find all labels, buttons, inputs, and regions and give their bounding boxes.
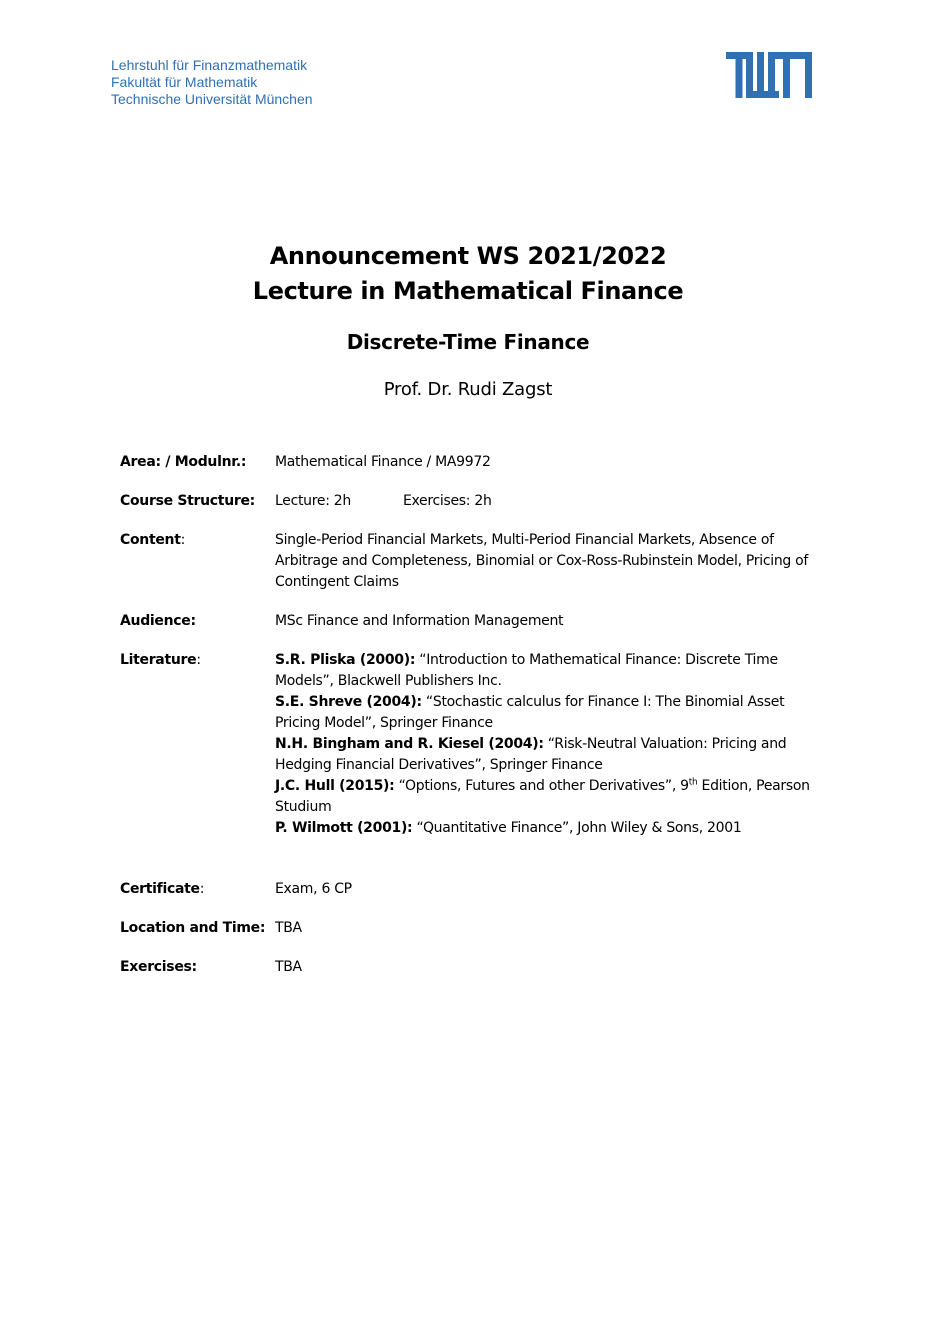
literature-entry xyxy=(275,776,820,818)
literature-text-continued: Edition, Pearson Studium xyxy=(275,778,810,815)
institution-university: Technische Universität München xyxy=(111,91,313,107)
literature-author: P. Wilmott (2001): xyxy=(275,820,413,836)
course-title: Discrete-Time Finance xyxy=(346,330,590,354)
literature-entry xyxy=(275,734,820,776)
institution-chair: Lehrstuhl für Finanzmathematik xyxy=(111,57,308,73)
exercises-label: Exercises: xyxy=(120,959,197,975)
literature-author: S.R. Pliska (2000): xyxy=(275,652,416,668)
content-label: Content xyxy=(120,532,181,548)
area-label: Area: / Modulnr.: xyxy=(120,454,247,470)
certificate-label: Certificate xyxy=(120,881,200,897)
edition-superscript: th xyxy=(688,777,698,788)
literature-list xyxy=(275,650,820,839)
literature-text: “Introduction to Mathematical Finance: Discrete Time Models”, Blackwell Publishers Inc. xyxy=(275,652,778,689)
certificate-label-colon: : xyxy=(199,881,205,897)
tum-logo-icon xyxy=(726,52,812,98)
exercises-value: TBA xyxy=(275,959,302,975)
literature-entry xyxy=(275,650,820,692)
lecture-hours: Lecture: 2h xyxy=(275,493,351,509)
certificate-value: Exam, 6 CP xyxy=(275,881,352,897)
content-value: Single-Period Financial Markets, Multi-Period Financial Markets, Absence of Arbitrage and Completeness, Binomial or Cox-Ross-Rubinstein Model, Pricing of Contingent Claims xyxy=(275,532,809,590)
exercise-hours: Exercises: 2h xyxy=(402,493,492,509)
literature-author: S.E. Shreve (2004): xyxy=(275,694,422,710)
institution-block xyxy=(111,57,313,108)
literature-label: Literature xyxy=(120,652,197,668)
location-label: Location and Time: xyxy=(120,920,266,936)
structure-label: Course Structure: xyxy=(120,493,255,509)
literature-text: “Quantitative Finance”, John Wiley & Sons, 2001 xyxy=(412,820,742,836)
literature-text: “Risk-Neutral Valuation: Pricing and Hedging Financial Derivatives”, Springer Finance xyxy=(275,736,787,773)
title-line-2: Lecture in Mathematical Finance xyxy=(252,277,684,305)
literature-entry xyxy=(275,692,820,734)
literature-entry xyxy=(275,818,820,839)
literature-text: “Stochastic calculus for Finance I: The Binomial Asset Pricing Model”, Springer Finance xyxy=(275,694,785,731)
content-label-colon: : xyxy=(180,532,186,548)
lecturer-name: Prof. Dr. Rudi Zagst xyxy=(383,379,553,400)
literature-label-colon: : xyxy=(196,652,201,668)
literature-author: N.H. Bingham and R. Kiesel (2004): xyxy=(275,736,544,752)
location-value: TBA xyxy=(275,920,302,936)
announcement-title xyxy=(0,239,936,309)
institution-faculty: Fakultät für Mathematik xyxy=(111,74,258,90)
audience-value: MSc Finance and Information Management xyxy=(275,613,564,629)
area-value: Mathematical Finance / MA9972 xyxy=(275,454,491,470)
literature-text: “Options, Futures and other Derivatives”, 9 xyxy=(394,778,689,794)
literature-author: J.C. Hull (2015): xyxy=(275,778,395,794)
audience-label: Audience: xyxy=(120,613,196,629)
title-line-1: Announcement WS 2021/2022 xyxy=(269,242,667,270)
